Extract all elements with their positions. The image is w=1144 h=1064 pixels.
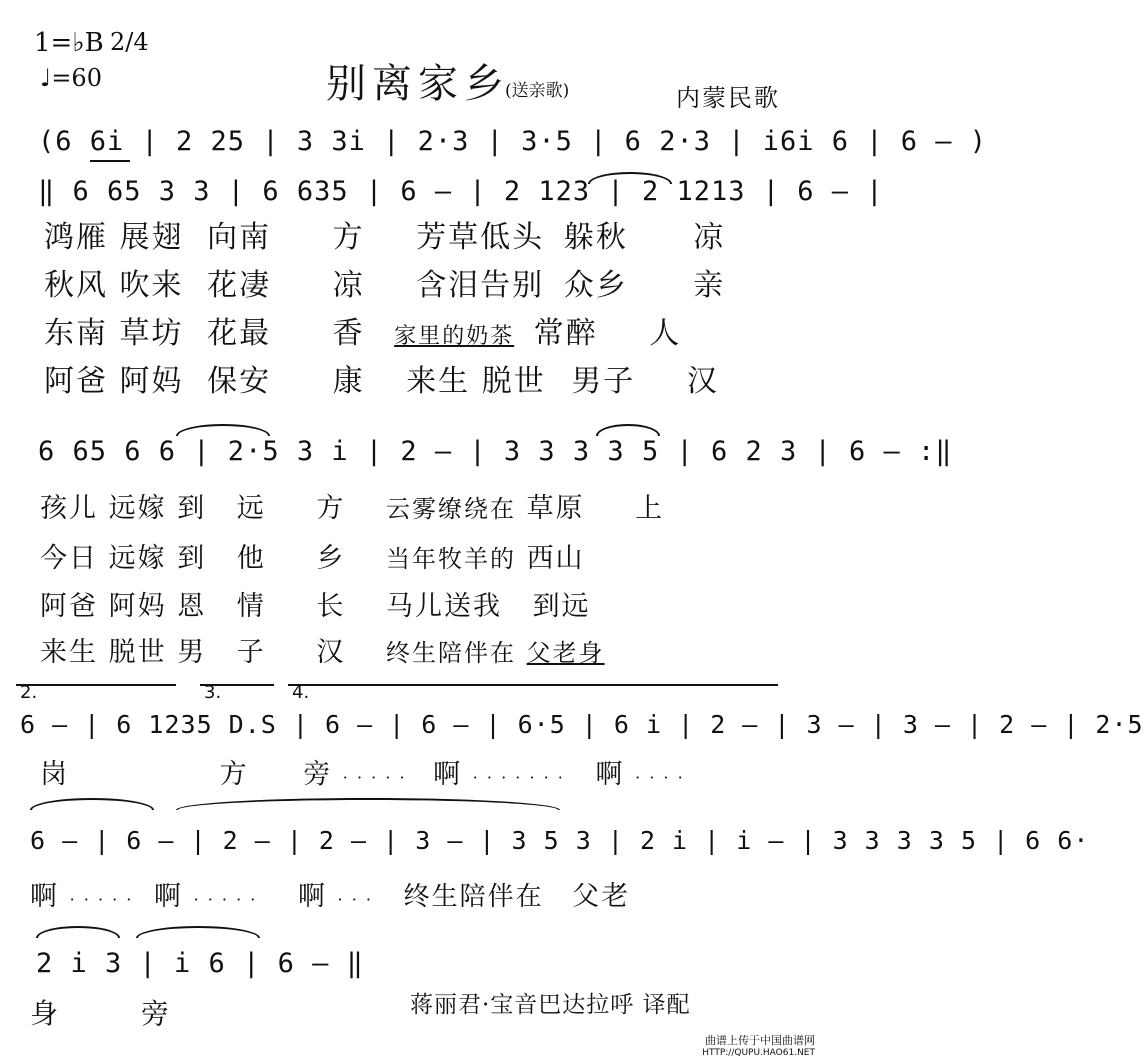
- lyric: 终生陪伴在: [385, 639, 516, 667]
- verse-1b-lyrics: [40, 486, 664, 525]
- lyric: · · · ·: [635, 768, 685, 787]
- lyric: 他: [236, 543, 266, 574]
- lyric: 啊: [433, 759, 463, 790]
- lyric: 远嫁: [108, 493, 167, 524]
- line-2-slur: [176, 424, 270, 436]
- line-4-slur: [30, 798, 154, 810]
- volta-bracket: [288, 684, 778, 686]
- lyric: 男子: [571, 364, 636, 399]
- lyric: 阿妈: [119, 364, 184, 399]
- lyric: 众乡: [563, 268, 628, 303]
- song-origin: 内蒙民歌: [676, 84, 780, 112]
- lyric: 汉: [686, 364, 719, 399]
- lyric: 西山: [526, 543, 585, 574]
- watermark-line-2: HTTP://QUPU.HAO61.NET: [702, 1048, 815, 1058]
- lyric: 保安: [207, 364, 272, 399]
- lyric: 常醉: [533, 316, 598, 351]
- lyric: 孩儿: [40, 493, 98, 524]
- line-5-lyrics: [30, 992, 171, 1032]
- tempo-mark: ♩=60: [40, 64, 102, 92]
- song-subtitle: (送亲歌): [505, 81, 570, 101]
- lyric: 远: [236, 493, 266, 524]
- lyric: 家里的奶茶: [394, 324, 515, 349]
- lyric: 香: [332, 316, 365, 351]
- lyric: 长: [316, 591, 346, 622]
- lyric: 身: [30, 997, 61, 1030]
- lyric: 父老身: [526, 639, 605, 667]
- lyric: 旁: [140, 997, 171, 1030]
- line-3-lyrics: [40, 752, 685, 791]
- lyric: 鸿雁: [44, 220, 108, 255]
- volta-number: 4.: [292, 682, 310, 703]
- lyric: 展翅: [119, 220, 184, 255]
- lyric: 亲: [693, 268, 726, 303]
- line-4-notation: 6 — | 6 — | 2 — | 2 — | 3 — | 3 5 3 | 2 i | i — | 3 3 3 3 5 | 6 6·: [30, 826, 1090, 855]
- watermark: [690, 1034, 815, 1060]
- lyric: · · · · · · ·: [472, 768, 565, 787]
- lyric: 到: [177, 543, 207, 574]
- lyric: 啊: [595, 759, 625, 790]
- lyric: 东南: [44, 316, 108, 351]
- lyric: 方: [332, 220, 365, 255]
- lyric: 上: [635, 493, 665, 524]
- intro-notation: (6 6i | 2 25 | 3 3i | 2·3 | 3·5 | 6 2·3 | i6i 6 | 6 — ): [38, 126, 988, 157]
- line-5-slur: [136, 926, 260, 938]
- lyric: 含泪告别: [416, 268, 545, 303]
- verse-4b-lyrics: [40, 630, 605, 669]
- lyric: 方: [316, 493, 346, 524]
- lyric: 脱世: [108, 637, 167, 668]
- lyric: · · · · ·: [342, 768, 407, 787]
- verse-2b-lyrics: [40, 536, 585, 575]
- lyric: 啊: [153, 881, 183, 912]
- lyric: 今日: [40, 543, 98, 574]
- lyric: 阿爸: [44, 364, 108, 399]
- lyric: 岗: [40, 759, 69, 790]
- lyric: 康: [332, 364, 365, 399]
- verse-4-lyrics: [44, 356, 719, 400]
- lyric: 来生: [406, 364, 471, 399]
- volta-number: 3.: [204, 682, 222, 703]
- lyric: 向南: [207, 220, 272, 255]
- lyric: 阿爸: [40, 591, 98, 622]
- verse-2-lyrics: [44, 260, 725, 304]
- lyric: 旁: [303, 759, 333, 790]
- line-4-slur: [176, 798, 560, 810]
- lyric: 草原: [526, 493, 585, 524]
- lyric: 终生陪伴在: [403, 882, 544, 912]
- verse-3-lyrics: [44, 308, 681, 352]
- line-4-lyrics: [30, 874, 630, 913]
- intro-underline: [90, 160, 130, 162]
- lyric: 花凄: [207, 268, 272, 303]
- lyric: · · · · ·: [193, 890, 258, 909]
- key-signature: 1=♭B: [34, 28, 104, 58]
- lyric: 草坊: [119, 316, 184, 351]
- lyric: 男: [177, 637, 207, 668]
- lyric: 父老: [572, 881, 631, 912]
- lyric: 吹来: [119, 268, 184, 303]
- lyric: 秋风: [44, 268, 108, 303]
- line-2-notation: 6 65 6 6 | 2·5 3 i | 2 — | 3 3 3 3 5 | 6 2 3 | 6 — :‖: [38, 436, 953, 467]
- lyric: 凉: [693, 220, 726, 255]
- lyric: · · ·: [337, 890, 373, 909]
- lyric: 汉: [316, 637, 346, 668]
- line-2-slur: [596, 424, 660, 436]
- lyric: 云雾缭绕在: [385, 495, 516, 523]
- verse-3b-lyrics: [40, 584, 591, 623]
- lyric: 芳草低头: [416, 220, 545, 255]
- line-5-notation: 2 i 3 | i 6 | 6 — ‖: [36, 948, 364, 979]
- lyric: 当年牧羊的: [385, 545, 516, 573]
- line-1-slur: [588, 172, 672, 184]
- lyric: 躲秋: [563, 220, 628, 255]
- lyric: 人: [649, 316, 682, 351]
- volta-bracket: [16, 684, 176, 686]
- lyric: 远嫁: [108, 543, 167, 574]
- lyric: 方: [219, 759, 249, 790]
- lyric: 啊: [30, 881, 59, 912]
- watermark-line-1: 曲谱上传于中国曲谱网: [705, 1034, 815, 1047]
- lyric: 情: [236, 591, 266, 622]
- line-3-notation: 6 — | 6 1235 D.S | 6 — | 6 — | 6·5 | 6 i | 2 — | 3 — | 3 — | 2 — | 2·5: [20, 710, 1144, 739]
- lyric: 到: [177, 493, 207, 524]
- verse-1-lyrics: [44, 212, 725, 256]
- lyric: 到远: [532, 591, 591, 622]
- song-title: 别离家乡: [326, 61, 510, 107]
- lyric: 凉: [332, 268, 365, 303]
- lyric: 子: [236, 637, 266, 668]
- line-5-slur: [36, 926, 120, 938]
- lyric: 马儿送我: [385, 591, 502, 622]
- arranger-credit: 蒋丽君·宝音巴达拉呼 译配: [410, 992, 691, 1018]
- lyric: 花最: [207, 316, 272, 351]
- lyric: 恩: [177, 591, 207, 622]
- line-1-notation: ‖ 6 65 3 3 | 6 635 | 6 — | 2 123 | 2 1213 | 6 — |: [38, 176, 884, 207]
- lyric: 啊: [297, 881, 327, 912]
- time-signature: 2/4: [110, 28, 149, 56]
- volta-number: 2.: [20, 682, 38, 703]
- lyric: 阿妈: [108, 591, 167, 622]
- lyric: 来生: [40, 637, 98, 668]
- lyric: · · · · ·: [69, 890, 134, 909]
- lyric: 脱世: [481, 364, 546, 399]
- lyric: 乡: [316, 543, 346, 574]
